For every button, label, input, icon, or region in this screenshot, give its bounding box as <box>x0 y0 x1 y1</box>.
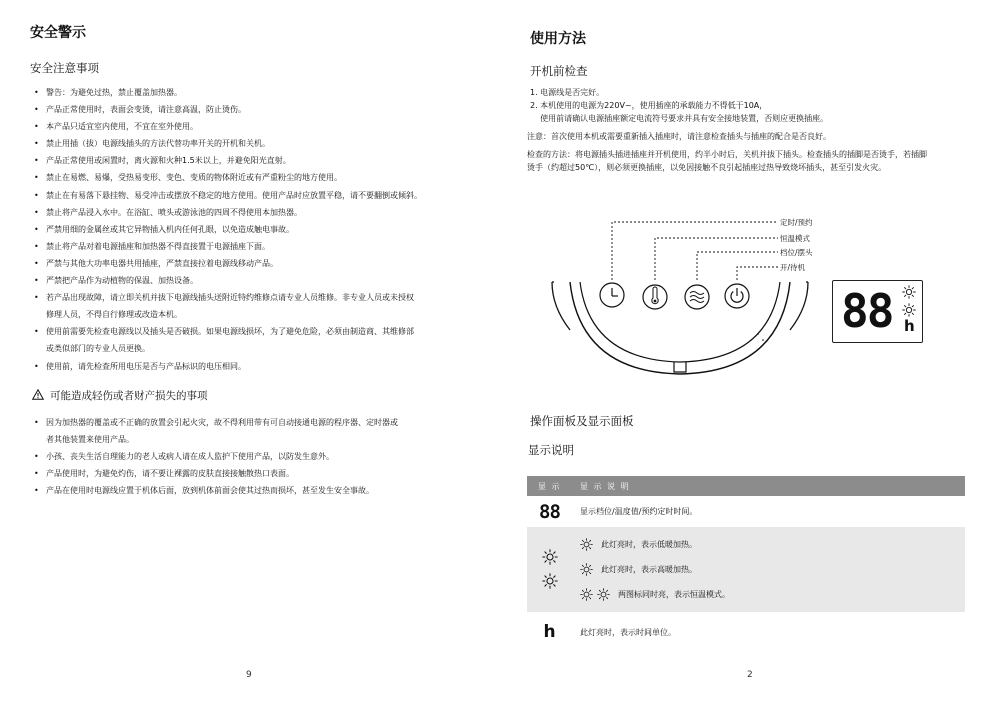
digits-symbol: 88 <box>539 500 560 523</box>
level-swing-button[interactable] <box>685 285 709 309</box>
warning-item <box>34 448 398 465</box>
low-heat-icon <box>580 588 593 601</box>
safety-item-text: • 若产品出现故障，请立即关机并拔下电源线插头送附近特约维修点请专业人员维修。非专业人员或未授权 <box>46 293 414 303</box>
safety-item <box>34 152 422 169</box>
safety-item-text: • 严禁与其他大功率电器共用插座，严禁直接拉着电源线移动产品。 <box>46 258 278 268</box>
low-heat-icon <box>580 538 593 551</box>
safety-item <box>34 272 422 289</box>
label-thermostat: 恒温模式 <box>780 234 810 243</box>
safety-item-text: • 警告：为避免过热，禁止覆盖加热器。 <box>46 88 182 97</box>
header-display: 显 示 <box>527 476 572 496</box>
sun-desc-cell <box>572 527 965 612</box>
safety-item-text: • 使用前，请先检查所用电压是否与产品标识的电压相同。 <box>46 361 246 371</box>
both-heat-line <box>580 582 965 607</box>
safety-item <box>34 135 422 152</box>
page-number-left: 9 <box>246 670 252 680</box>
safety-item <box>34 101 422 118</box>
safety-item-text: • 禁止将产品浸入水中。在浴缸、喷头或游泳池的四周不得使用本加热器。 <box>46 207 302 217</box>
header-desc: 显 示 说 明 <box>572 476 965 496</box>
high-heat-line <box>580 557 965 582</box>
check-item: 1. 电源线是否完好。 <box>530 88 605 97</box>
hour-desc: 此灯亮时，表示时间单位。 <box>580 627 676 637</box>
check-item: 2. 本机使用的电源为220V~，使用插座的承载能力不得低于10A， <box>530 101 768 110</box>
safety-item-text: 或类似部门的专业人员更换。 <box>46 344 150 354</box>
safety-item-text: • 本产品只适宜室内使用，不宜在室外使用。 <box>46 122 198 132</box>
check-item: 使用前请确认电源插座额定电流符号要求并具有安全接地装置，否则应更换插座。 <box>530 114 829 123</box>
warning-triangle-icon <box>32 389 44 400</box>
method-line: 烫手（约超过50℃），则必须更换插座，以免因接触不良引起插座过热导致烧坏插头，甚至引发火灾。 <box>527 163 887 172</box>
digits-cell <box>527 496 572 527</box>
safety-item-text: • 严禁把产品作为动植物的保温、加热设备。 <box>46 276 198 286</box>
thermostat-button[interactable] <box>643 285 667 309</box>
safety-warning-title: 安全警示 <box>30 25 86 41</box>
safety-item <box>34 84 422 101</box>
method-text <box>527 148 927 174</box>
safety-item <box>34 221 422 238</box>
usage-title: 使用方法 <box>530 31 586 47</box>
table-row <box>527 527 965 612</box>
safety-item <box>34 187 422 204</box>
safety-item <box>34 169 422 186</box>
table-row <box>527 496 965 527</box>
warning-item-text: • 产品使用时，为避免灼伤，请不要让裸露的皮肤直接接触散热口表面。 <box>46 469 294 479</box>
table-header <box>527 476 965 496</box>
high-heat-icon <box>902 303 916 317</box>
safety-item-text: • 产品正常使用时，表面会变烫，请注意高温，防止烫伤。 <box>46 105 246 115</box>
display-panel <box>832 280 923 343</box>
safety-item-text: • 禁止用插（拔）电源线插头的方法代替功率开关的开机和关机。 <box>46 139 270 149</box>
warning-heading <box>32 388 208 403</box>
check-list <box>530 86 828 125</box>
safety-item-text: • 严禁用细的金属丝或其它异物插入机内任何孔眼，以免造成触电事故。 <box>46 224 294 234</box>
warning-item <box>34 414 398 448</box>
pre-start-check-subtitle: 开机前检查 <box>530 64 588 78</box>
hour-symbol: h <box>904 317 915 335</box>
safety-item <box>34 238 422 255</box>
page-number-right: 2 <box>747 670 753 680</box>
safety-item <box>34 323 422 357</box>
label-power: 开/待机 <box>780 263 806 272</box>
low-heat-line <box>580 532 965 557</box>
low-heat-icon <box>902 285 916 299</box>
safety-item-text: • 禁止在易燃、易爆，受热易变形、变色、变质的物体附近或有严重粉尘的地方使用。 <box>46 173 342 183</box>
note-text: 注意：首次使用本机或需要重新插入插座时，请注意检查插头与插座的配合是否良好。 <box>527 132 831 141</box>
timer-button[interactable] <box>600 283 624 307</box>
sun-cell <box>527 527 572 612</box>
warning-item-text: • 小孩、丧失生活自理能力的老人或病人请在成人监护下使用产品，以防发生意外。 <box>46 452 334 462</box>
safety-notes-subtitle: 安全注意事项 <box>30 61 99 75</box>
label-timer: 定时/预约 <box>780 218 813 227</box>
table-row <box>527 612 965 652</box>
digits-desc: 显示档位/温度值/预约定时时间。 <box>580 507 698 516</box>
safety-item-text: • 禁止在有易落下悬挂物、易受冲击或摆放不稳定的地方使用。使用产品时应放置平稳，请不要翻倒或倾斜。 <box>46 190 422 200</box>
warning-item <box>34 465 398 482</box>
high-heat-icon <box>597 588 610 601</box>
warning-item-text: • 产品在使用时电源线应置于机体后面，放到机体前面会使其过热而损坏，甚至发生安全事故。 <box>46 486 374 496</box>
hour-symbol: h <box>543 622 556 642</box>
safety-item <box>34 358 422 375</box>
safety-item <box>34 118 422 135</box>
warning-item <box>34 482 398 499</box>
warning-list <box>34 414 398 499</box>
safety-item <box>34 289 422 323</box>
safety-item-text: • 使用前需要先检查电源线以及插头是否破损。如果电源线损坏，为了避免危险，必须由制造商、其维修部 <box>46 327 414 337</box>
power-button[interactable] <box>725 284 749 308</box>
low-heat-desc: 此灯亮时，表示低暖加热。 <box>601 540 697 549</box>
safety-item <box>34 255 422 272</box>
safety-item <box>34 204 422 221</box>
both-heat-desc: 两图标同时亮，表示恒温模式。 <box>618 590 730 599</box>
safety-item-text: • 禁止将产品对着电源插座和加热器不得直接置于电源插座下面。 <box>46 241 270 251</box>
method-line: 检查的方法：将电源插头插进插座并开机使用，约半小时后，关机并拔下插头。检查插头的插脚是否烫手，若插脚 <box>527 150 927 159</box>
safety-item-text: • 产品正常使用或闲置时，离火源和火种1.5米以上，并避免阳光直射。 <box>46 156 291 166</box>
warning-title: 可能造成轻伤或者财产损失的事项 <box>50 390 208 402</box>
label-level: 档位/摆头 <box>780 248 813 257</box>
display-digits: 88 <box>841 284 893 338</box>
warning-item-text: 者其他装置来使用产品。 <box>46 435 134 445</box>
high-heat-icon <box>542 573 558 589</box>
safety-item-text: 修理人员，不得自行修理或改造本机。 <box>46 310 182 320</box>
high-heat-icon <box>580 563 593 576</box>
low-heat-icon <box>542 549 558 565</box>
display-section-title: 显示说明 <box>528 443 574 457</box>
warning-item-text: • 因为加热器的覆盖或不正确的放置会引起火灾，故不得利用带有可自动接通电源的程序器、定时器或 <box>46 418 398 427</box>
display-table <box>527 476 965 652</box>
hour-cell <box>527 612 572 652</box>
safety-list <box>34 84 422 375</box>
high-heat-desc: 此灯亮时，表示高暖加热。 <box>601 565 697 574</box>
panel-section-title: 操作面板及显示面板 <box>530 414 634 428</box>
